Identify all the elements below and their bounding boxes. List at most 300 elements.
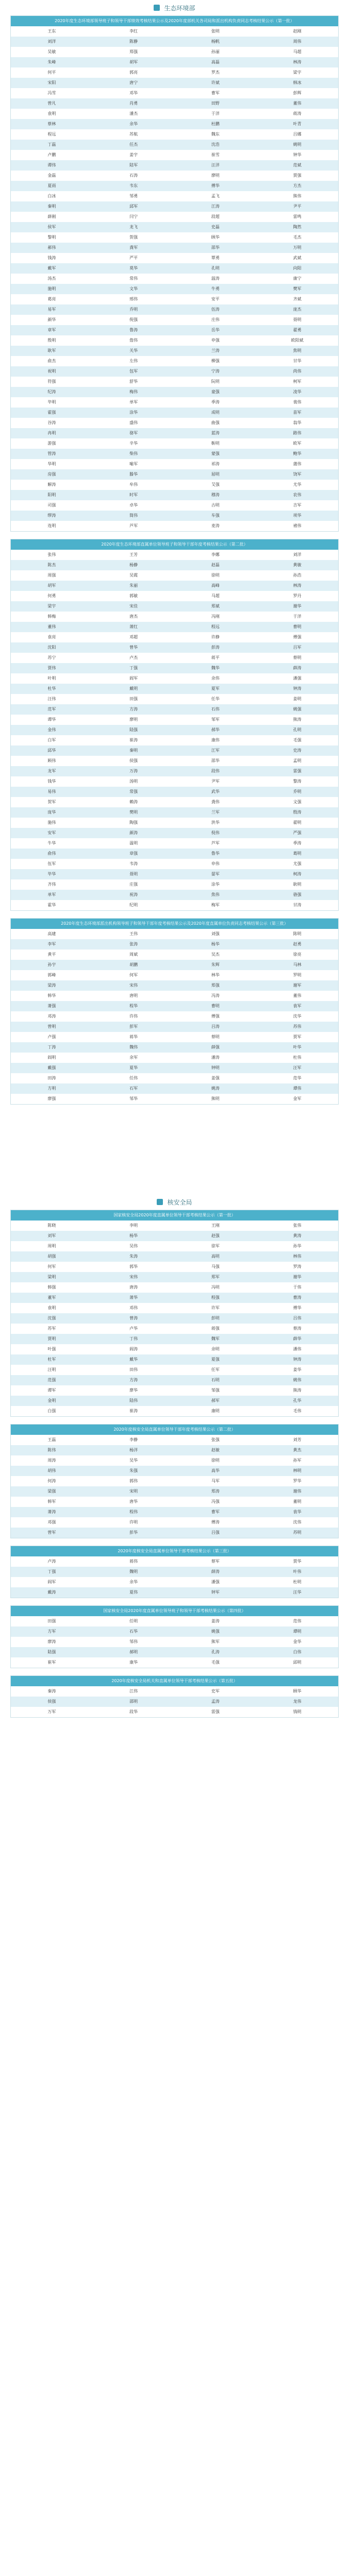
- table-row: [11, 377, 338, 387]
- table-row: [11, 1375, 338, 1385]
- name-cell: 阎明: [47, 1055, 56, 1060]
- name-cell: 白冰: [47, 194, 56, 198]
- name-cell: 舒华: [129, 379, 138, 384]
- name-cell: 农伟: [293, 493, 302, 497]
- name-cell: 汤明: [129, 779, 138, 784]
- table-row: [11, 37, 338, 47]
- name-cell: 蒙强: [211, 451, 220, 456]
- table-row: [11, 201, 338, 212]
- name-cell: 喻军: [129, 462, 138, 466]
- table-row: [11, 859, 338, 869]
- name-cell: 胡伟: [47, 1468, 56, 1473]
- name-cell: 路伟: [293, 431, 302, 435]
- name-cell: 郑军: [211, 1275, 220, 1279]
- name-cell: 郑斌: [211, 604, 220, 608]
- table-row: [11, 335, 338, 346]
- name-cell: 郝军: [211, 1398, 220, 1403]
- name-cell: 甘涛: [293, 903, 302, 907]
- name-cell: 方涛: [129, 1378, 138, 1382]
- name-cell: 乔明: [129, 307, 138, 312]
- name-cell: 常强: [129, 789, 138, 794]
- table-row: [11, 294, 338, 304]
- name-cell: 薛强: [211, 1045, 220, 1049]
- name-cell: 叶华: [293, 1045, 302, 1049]
- name-cell: 赖涛: [129, 800, 138, 804]
- name-cell: 熊明: [211, 1096, 220, 1101]
- name-cell: 尤强: [293, 861, 302, 866]
- table-title: 2020年度生态环境部派出机构领导班子和领导干部年度考核结果公示及2020年度直属单位负责同志考核结果公示（第三批）: [11, 919, 338, 929]
- name-cell: 尹军: [211, 779, 220, 784]
- name-cell: 潘强: [293, 676, 302, 681]
- table-row: [11, 1637, 338, 1647]
- name-cell: 苏明: [293, 1530, 302, 1535]
- name-cell: 毛杰: [293, 235, 302, 240]
- name-cell: 汪伟: [47, 697, 56, 701]
- name-cell: 阮明: [211, 379, 220, 384]
- name-cell: 余华: [129, 1580, 138, 1584]
- name-cell: 林涛: [293, 60, 302, 64]
- table-row: [11, 1707, 338, 1717]
- table-row: [11, 1697, 338, 1707]
- name-cell: 余华: [129, 122, 138, 126]
- name-cell: 郭敏: [129, 594, 138, 598]
- name-cell: 陈伟: [47, 1448, 56, 1452]
- table-row: [11, 1334, 338, 1344]
- results-table: [10, 539, 339, 911]
- name-cell: 阎涛: [129, 1347, 138, 1351]
- name-cell: 曾明: [47, 1024, 56, 1029]
- table-row: [11, 490, 338, 500]
- name-cell: 丁涛: [47, 1045, 56, 1049]
- name-cell: 陆伟: [129, 1398, 138, 1403]
- name-cell: 冉明: [47, 431, 56, 435]
- name-cell: 缪涛: [47, 513, 56, 518]
- name-cell: 卢鹏: [47, 152, 56, 157]
- name-cell: 贾军: [293, 1035, 302, 1039]
- name-cell: 杨华: [129, 1233, 138, 1238]
- table-row: [11, 1313, 338, 1324]
- name-cell: 杜军: [47, 1357, 56, 1362]
- name-cell: 夏强: [211, 1357, 220, 1362]
- name-cell: 龙伟: [293, 1699, 302, 1704]
- name-cell: 麦涛: [211, 523, 220, 528]
- name-cell: 龙飞: [129, 225, 138, 229]
- name-cell: 葛亮: [47, 297, 56, 301]
- name-cell: 丁强: [129, 666, 138, 670]
- name-cell: 高建: [47, 931, 56, 936]
- name-cell: 韩梅: [47, 614, 56, 619]
- name-cell: 符强: [47, 379, 56, 384]
- table-row: [11, 1486, 338, 1497]
- name-cell: 崔军: [47, 1660, 56, 1665]
- name-cell: 梁强: [47, 1489, 56, 1494]
- table-row: [11, 622, 338, 632]
- table-row: [11, 1094, 338, 1104]
- table-row: [11, 160, 338, 171]
- table-row: [11, 694, 338, 704]
- name-cell: 许明: [129, 1520, 138, 1524]
- table-row: [11, 469, 338, 480]
- name-cell: 冯涛: [211, 993, 220, 998]
- table-row: [11, 366, 338, 377]
- name-cell: 童强: [211, 389, 220, 394]
- name-cell: 梁明: [47, 1275, 56, 1279]
- name-cell: 孙宇: [47, 962, 56, 967]
- name-cell: 连明: [47, 523, 56, 528]
- name-cell: 吴华: [129, 1458, 138, 1463]
- name-cell: 李娜: [211, 552, 220, 557]
- name-cell: 邓超: [129, 635, 138, 639]
- table-row: [11, 1053, 338, 1063]
- table-row: [11, 1577, 338, 1587]
- name-cell: 邓伟: [129, 1306, 138, 1310]
- name-cell: 段超: [211, 214, 220, 219]
- name-cell: 许军: [211, 1306, 220, 1310]
- table-row: [11, 1657, 338, 1668]
- table-row: [11, 263, 338, 274]
- name-cell: 薛涛: [293, 666, 302, 670]
- name-cell: 兰涛: [211, 348, 220, 353]
- table-row: [11, 1365, 338, 1375]
- table-row: [11, 980, 338, 991]
- name-cell: 胡强: [47, 1254, 56, 1259]
- table-row: [11, 1303, 338, 1313]
- name-cell: 蔡明: [211, 1035, 220, 1039]
- name-cell: 黄平: [47, 952, 56, 957]
- table-row: [11, 1231, 338, 1241]
- table-row: [11, 766, 338, 776]
- table-row: [11, 591, 338, 601]
- name-cell: 董军: [47, 1295, 56, 1300]
- table-row: [11, 1466, 338, 1476]
- table-row: [11, 1647, 338, 1657]
- name-cell: 项华: [293, 513, 302, 518]
- name-cell: 祝涛: [129, 892, 138, 897]
- name-cell: 吕娜: [293, 132, 302, 137]
- name-cell: 夏军: [211, 686, 220, 691]
- table-row: [11, 1507, 338, 1517]
- name-cell: 贾强: [293, 173, 302, 178]
- name-cell: 邵明: [129, 1699, 138, 1704]
- table-row: [11, 356, 338, 366]
- table-row: [11, 304, 338, 315]
- name-cell: 贺军: [47, 800, 56, 804]
- name-cell: 殷涛: [293, 810, 302, 815]
- name-cell: 赵刚: [293, 29, 302, 33]
- table-row: [11, 408, 338, 418]
- table-row: [11, 601, 338, 612]
- section-title: 核安全局: [167, 1198, 192, 1206]
- name-cell: 游强: [47, 441, 56, 446]
- name-cell: 顾华: [211, 235, 220, 240]
- name-cell: 金华: [293, 1639, 302, 1644]
- name-cell: 陈杰: [47, 563, 56, 567]
- name-cell: 田野: [211, 101, 220, 106]
- name-cell: 曾军: [47, 1530, 56, 1535]
- name-cell: 袁亮: [47, 635, 56, 639]
- name-cell: 夏雨: [47, 183, 56, 188]
- name-cell: 田强: [47, 1619, 56, 1623]
- name-cell: 倪强: [129, 317, 138, 322]
- name-cell: 姚伟: [293, 1378, 302, 1382]
- name-cell: 焦明: [293, 348, 302, 353]
- table-row: [11, 632, 338, 642]
- name-cell: 汪华: [293, 1590, 302, 1595]
- name-cell: 何涛: [47, 1479, 56, 1483]
- name-cell: 康宁: [293, 276, 302, 281]
- name-cell: 田伟: [129, 1367, 138, 1372]
- name-cell: 田强: [129, 697, 138, 701]
- name-cell: 阎军: [129, 676, 138, 681]
- name-cell: 于洋: [293, 614, 302, 619]
- name-cell: 谭伟: [293, 1086, 302, 1091]
- table-row: [11, 1042, 338, 1053]
- name-cell: 石华: [129, 1629, 138, 1634]
- name-cell: 潘强: [211, 1580, 220, 1584]
- name-cell: 董伟: [293, 101, 302, 106]
- name-cell: 傅强: [293, 635, 302, 639]
- name-cell: 沈阳: [47, 645, 56, 650]
- name-cell: 宁涛: [211, 369, 220, 374]
- table-row: [11, 663, 338, 673]
- name-cell: 薛涛: [211, 1569, 220, 1574]
- name-cell: 罗明: [293, 973, 302, 977]
- table-row: [11, 150, 338, 160]
- name-cell: 姜华: [293, 1367, 302, 1372]
- name-cell: 颜华: [47, 317, 56, 322]
- table-row: [11, 704, 338, 715]
- name-cell: 吴霞: [129, 573, 138, 578]
- name-cell: 谭军: [47, 1388, 56, 1393]
- name-cell: 詹伟: [129, 338, 138, 343]
- name-cell: 钱华: [47, 779, 56, 784]
- name-cell: 辛华: [129, 441, 138, 446]
- table-row: [11, 1272, 338, 1282]
- table-row: [11, 807, 338, 818]
- table-row: [11, 1445, 338, 1455]
- name-cell: 曹军: [211, 1510, 220, 1514]
- name-cell: 方涛: [129, 707, 138, 711]
- name-cell: 熊伟: [293, 194, 302, 198]
- name-cell: 季涛: [293, 841, 302, 845]
- name-cell: 单军: [129, 400, 138, 404]
- name-cell: 雷强: [211, 1709, 220, 1714]
- name-cell: 石伟: [211, 707, 220, 711]
- name-cell: 刘芳: [293, 1437, 302, 1442]
- name-cell: 单军: [47, 892, 56, 897]
- name-cell: 简伟: [129, 513, 138, 518]
- table-row: [11, 745, 338, 756]
- name-cell: 徐军: [211, 1244, 220, 1248]
- name-cell: 吕伟: [293, 1316, 302, 1320]
- name-cell: 许斌: [211, 80, 220, 85]
- name-cell: 安平: [211, 297, 220, 301]
- table-row: [11, 787, 338, 797]
- name-cell: 戴强: [47, 1065, 56, 1070]
- table-row: [11, 1476, 338, 1486]
- name-cell: 蒋涛: [293, 111, 302, 116]
- name-cell: 万明: [293, 245, 302, 250]
- name-cell: 萧红: [129, 624, 138, 629]
- table-row: [11, 511, 338, 521]
- name-cell: 牛华: [47, 841, 56, 845]
- name-cell: 魏军: [211, 1336, 220, 1341]
- name-cell: 谷涛: [47, 420, 56, 425]
- name-cell: 胡鹏: [129, 962, 138, 967]
- name-cell: 时军: [129, 493, 138, 497]
- section-header: [0, 0, 349, 15]
- name-cell: 葛明: [293, 851, 302, 856]
- name-cell: 樊明: [129, 810, 138, 815]
- name-cell: 周明: [47, 1244, 56, 1248]
- table-row: [11, 991, 338, 1001]
- table-row: [11, 1354, 338, 1365]
- table-row: [11, 1324, 338, 1334]
- name-cell: 史军: [211, 1689, 220, 1693]
- name-cell: 薛刚: [47, 214, 56, 219]
- name-cell: 任杰: [129, 142, 138, 147]
- name-cell: 宋明: [129, 1489, 138, 1494]
- name-cell: 聂明: [293, 317, 302, 322]
- name-cell: 蒋华: [129, 1035, 138, 1039]
- name-cell: 秦明: [129, 748, 138, 753]
- name-cell: 黄涛: [293, 1233, 302, 1238]
- name-cell: 范华: [293, 1076, 302, 1080]
- results-table: [10, 1546, 339, 1598]
- table-row: [11, 684, 338, 694]
- table-row: [11, 171, 338, 181]
- name-cell: 金伟: [47, 727, 56, 732]
- name-cell: 江军: [211, 748, 220, 753]
- name-cell: 贾明: [47, 1336, 56, 1341]
- table-row: [11, 776, 338, 787]
- name-cell: 邓涛: [47, 1014, 56, 1019]
- name-cell: 邱华: [47, 748, 56, 753]
- name-cell: 卓华: [129, 503, 138, 507]
- table-row: [11, 1293, 338, 1303]
- name-cell: 严强: [293, 831, 302, 835]
- name-cell: 邓强: [47, 1520, 56, 1524]
- name-cell: 车强: [211, 513, 220, 518]
- table-row: [11, 521, 338, 531]
- name-cell: 蔡林: [47, 122, 56, 126]
- table-row: [11, 797, 338, 807]
- name-cell: 钱涛: [47, 256, 56, 260]
- results-table: [10, 1605, 339, 1668]
- name-cell: 赵敏: [211, 1448, 220, 1452]
- name-cell: 董伟: [293, 993, 302, 998]
- table-row: [11, 570, 338, 581]
- name-cell: 蒋强: [211, 1326, 220, 1331]
- name-cell: 马军: [211, 1479, 220, 1483]
- name-cell: 范军: [47, 707, 56, 711]
- name-cell: 申强: [211, 338, 220, 343]
- name-cell: 熊涛: [293, 1388, 302, 1393]
- name-cell: 鲁华: [211, 851, 220, 856]
- name-cell: 黎涛: [293, 779, 302, 784]
- name-cell: 董明: [293, 1499, 302, 1504]
- name-cell: 蒋伟: [129, 1559, 138, 1564]
- name-cell: 任华: [211, 697, 220, 701]
- name-cell: 贾华: [293, 1559, 302, 1564]
- name-cell: 魏明: [129, 1569, 138, 1574]
- name-cell: 谭明: [293, 1629, 302, 1634]
- table-title: 国家核安全局2020年度直属单位领导班子和领导干部考核结果公示（第四批）: [11, 1606, 338, 1616]
- table-row: [11, 950, 338, 960]
- name-cell: 苏航: [129, 132, 138, 137]
- name-cell: 顾华: [293, 1689, 302, 1693]
- name-cell: 戴华: [129, 1357, 138, 1362]
- name-cell: 熊军: [211, 1639, 220, 1644]
- name-cell: 卢杰: [129, 655, 138, 660]
- table-row: [11, 1241, 338, 1251]
- name-cell: 林伟: [293, 1254, 302, 1259]
- name-cell: 邱军: [129, 204, 138, 209]
- name-cell: 廖华: [129, 1388, 138, 1393]
- results-table: [10, 1675, 339, 1718]
- name-cell: 俞杰: [47, 359, 56, 363]
- table-row: [11, 1616, 338, 1626]
- name-cell: 房强: [47, 472, 56, 477]
- table-row: [11, 1221, 338, 1231]
- name-cell: 周强: [47, 573, 56, 578]
- name-cell: 孙军: [293, 1458, 302, 1463]
- name-cell: 程远: [47, 132, 56, 137]
- name-cell: 成明: [211, 410, 220, 415]
- table-row: [11, 1567, 338, 1577]
- name-cell: 汪军: [293, 1065, 302, 1070]
- name-cell: 李红: [129, 29, 138, 33]
- name-cell: 涂华: [129, 410, 138, 415]
- name-cell: 伍军: [47, 861, 56, 866]
- name-cell: 林华: [211, 973, 220, 977]
- table-row: [11, 900, 338, 910]
- name-cell: 闫宁: [129, 214, 138, 219]
- name-cell: 徐亮: [293, 952, 302, 957]
- name-cell: 傅华: [293, 1306, 302, 1310]
- name-cell: 文华: [129, 286, 138, 291]
- name-cell: 邹华: [129, 1096, 138, 1101]
- name-cell: 余明: [211, 1347, 220, 1351]
- name-cell: 贺强: [129, 235, 138, 240]
- name-cell: 许静: [211, 635, 220, 639]
- name-cell: 谢华: [293, 1275, 302, 1279]
- name-cell: 魏伟: [129, 1045, 138, 1049]
- name-cell: 顾伟: [47, 758, 56, 763]
- name-cell: 霍华: [47, 903, 56, 907]
- name-cell: 姜明: [293, 697, 302, 701]
- table-row: [11, 191, 338, 201]
- name-cell: 牟伟: [129, 482, 138, 487]
- name-cell: 龚军: [129, 245, 138, 250]
- name-cell: 柯军: [293, 379, 302, 384]
- name-cell: 杜华: [47, 686, 56, 691]
- name-cell: 金明: [47, 1398, 56, 1403]
- name-cell: 龚伟: [211, 800, 220, 804]
- table-row: [11, 1022, 338, 1032]
- name-cell: 祁涛: [211, 462, 220, 466]
- name-cell: 金军: [293, 1096, 302, 1101]
- name-cell: 魏华: [211, 666, 220, 670]
- name-cell: 沈浩: [211, 142, 220, 147]
- name-cell: 谢伟: [293, 1489, 302, 1494]
- name-cell: 李明: [129, 1223, 138, 1228]
- name-cell: 黄杰: [293, 1448, 302, 1452]
- name-cell: 毛强: [293, 738, 302, 742]
- name-cell: 齐斌: [293, 297, 302, 301]
- name-cell: 唐杰: [129, 614, 138, 619]
- name-cell: 袁明: [47, 1306, 56, 1310]
